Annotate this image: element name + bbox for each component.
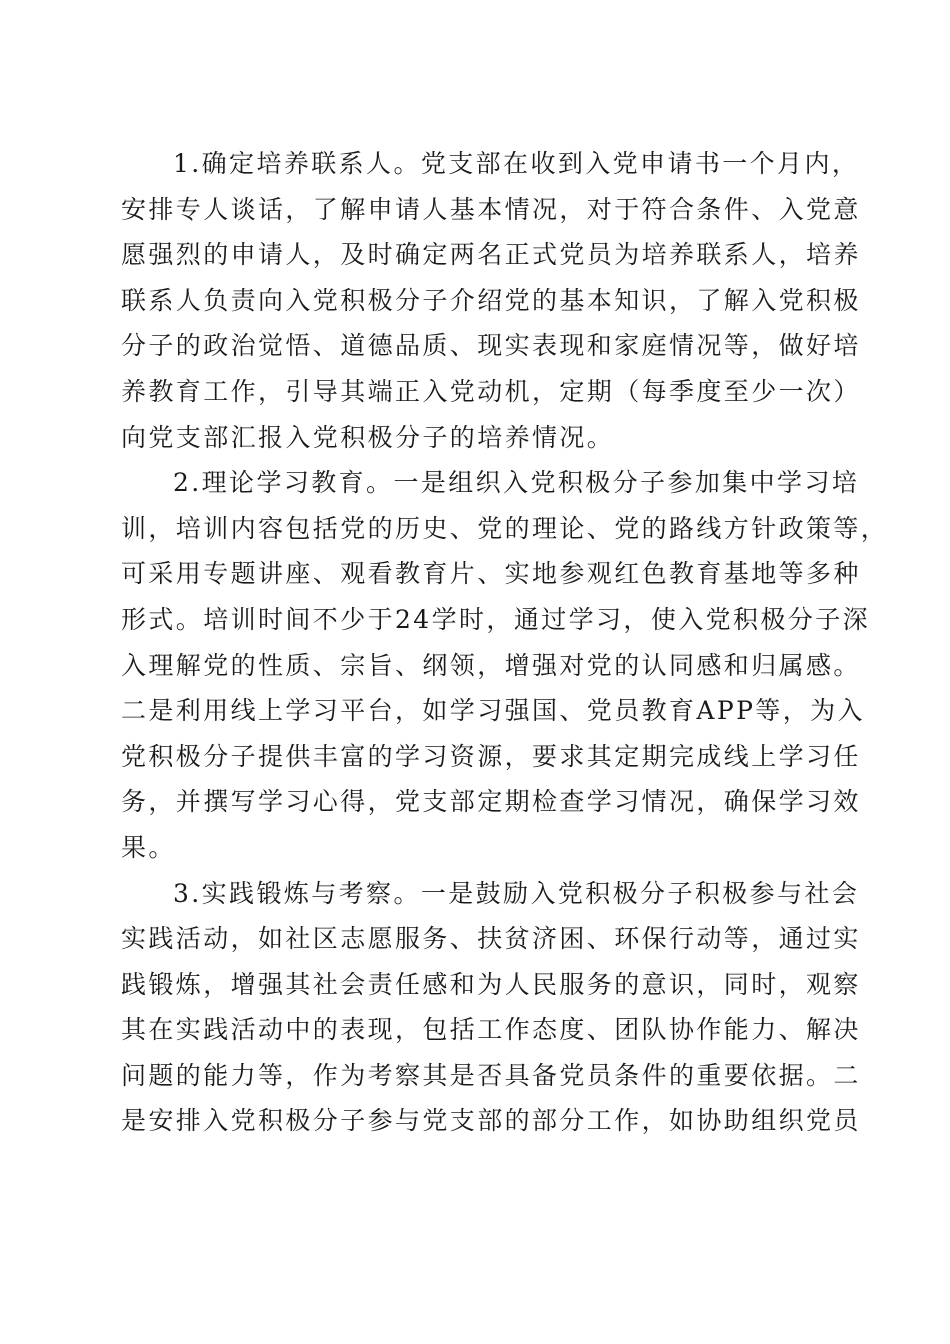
paragraph-line: 是安排入党积极分子参与党支部的部分工作，如协助组织党员 <box>121 1106 861 1136</box>
paragraph-line: 向党支部汇报入党积极分子的培养情况。 <box>121 422 615 452</box>
paragraph-2 <box>121 460 889 870</box>
paragraph-line: 形式。培训时间不少于24学时，通过学习，使入党积极分子深 <box>121 604 871 634</box>
paragraph-line: 果。 <box>121 832 176 862</box>
paragraph-line: 3.实践锻炼与考察。一是鼓励入党积极分子积极参与社会 <box>173 878 860 908</box>
paragraph-line: 安排专人谈话，了解申请人基本情况，对于符合条件、入党意 <box>121 194 861 224</box>
paragraph-line: 联系人负责向入党积极分子介绍党的基本知识，了解入党积极 <box>121 285 861 315</box>
paragraph-line: 践锻炼，增强其社会责任感和为人民服务的意识，同时，观察 <box>121 969 861 999</box>
paragraph-line: 实践活动，如社区志愿服务、扶贫济困、环保行动等，通过实 <box>121 924 861 954</box>
paragraph-line: 务，并撰写学习心得，党支部定期检查学习情况，确保学习效 <box>121 787 861 817</box>
paragraph-1 <box>121 141 861 460</box>
paragraph-line: 分子的政治觉悟、道德品质、现实表现和家庭情况等，做好培 <box>121 331 861 361</box>
paragraph-line: 训，培训内容包括党的历史、党的理论、党的路线方针政策等， <box>121 513 889 543</box>
paragraph-line: 1.确定培养联系人。党支部在收到入党申请书一个月内， <box>173 149 860 178</box>
paragraph-line: 愿强烈的申请人，及时确定两名正式党员为培养联系人，培养 <box>121 240 861 270</box>
paragraph-line: 可采用专题讲座、观看教育片、实地参观红色教育基地等多种 <box>121 559 861 589</box>
paragraph-line: 其在实践活动中的表现，包括工作态度、团队协作能力、解决 <box>121 1015 861 1045</box>
paragraph-3 <box>121 871 861 1145</box>
paragraph-line: 问题的能力等，作为考察其是否具备党员条件的重要依据。二 <box>121 1060 861 1090</box>
paragraph-line: 党积极分子提供丰富的学习资源，要求其定期完成线上学习任 <box>121 741 861 771</box>
paragraph-line: 二是利用线上学习平台，如学习强国、党员教育APP等，为入 <box>121 696 865 726</box>
paragraph-line: 养教育工作，引导其端正入党动机，定期（每季度至少一次） <box>121 376 861 406</box>
paragraph-line: 2.理论学习教育。一是组织入党积极分子参加集中学习培 <box>173 468 860 498</box>
document-body <box>121 141 889 1144</box>
paragraph-line: 入理解党的性质、宗旨、纲领，增强对党的认同感和归属感。 <box>121 650 861 680</box>
